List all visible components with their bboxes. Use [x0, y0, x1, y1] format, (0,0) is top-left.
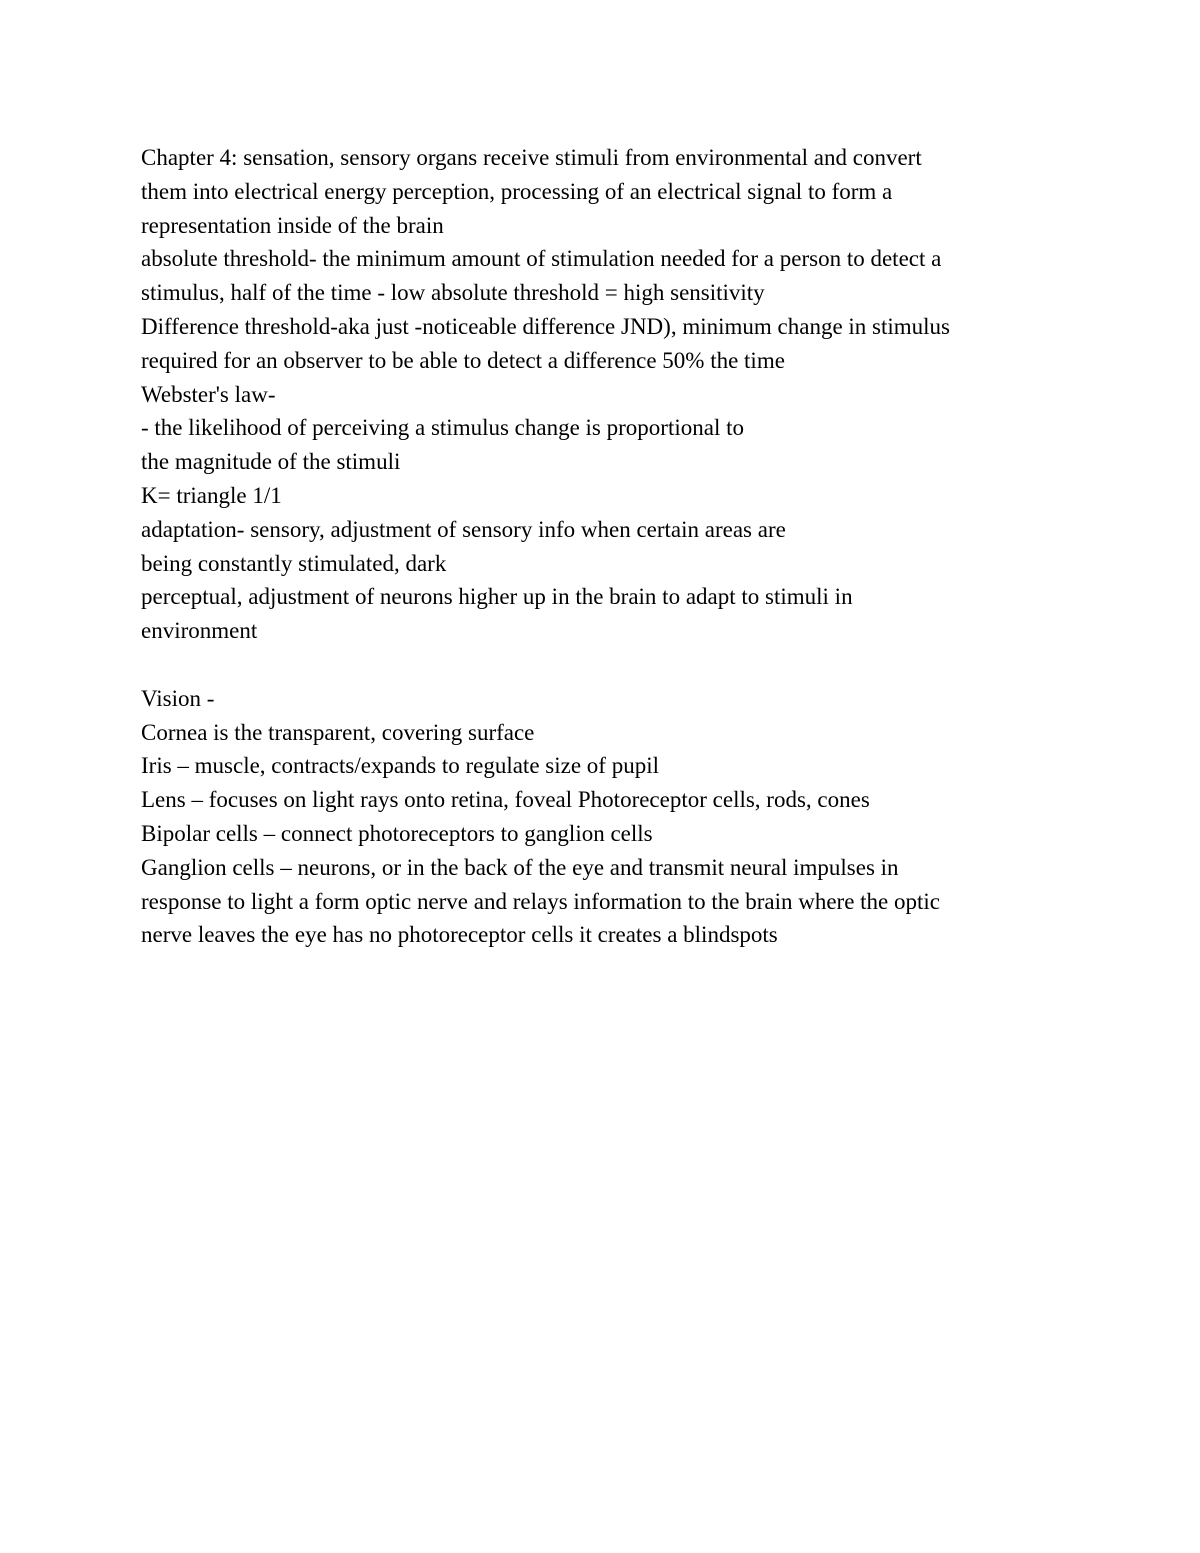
section-heading-vision: Vision - — [141, 685, 215, 711]
text-line: environment — [141, 618, 258, 644]
text-line: the magnitude of the stimuli — [141, 449, 401, 475]
document-body — [141, 141, 1061, 952]
text-line: Cornea is the transparent, covering surface — [141, 719, 535, 745]
text-line: absolute threshold- the minimum amount of stimulation needed for a person to detect a — [141, 246, 942, 272]
text-line: stimulus, half of the time - low absolute threshold = high sensitivity — [141, 280, 765, 306]
text-line: Webster's law- — [141, 381, 276, 407]
text-line: - the likelihood of perceiving a stimulus change is proportional to — [141, 415, 744, 441]
text-line: them into electrical energy perception, processing of an electrical signal to form a — [141, 178, 893, 204]
text-line: being constantly stimulated, dark — [141, 550, 447, 576]
text-line: perceptual, adjustment of neurons higher up in the brain to adapt to stimuli in — [141, 584, 853, 610]
text-line: response to light a form optic nerve and relays information to the brain where the optic — [141, 888, 941, 914]
text-line: K= triangle 1/1 — [141, 482, 282, 508]
text-line: adaptation- sensory, adjustment of sensory info when certain areas are — [141, 516, 786, 542]
text-line: Ganglion cells – neurons, or in the back of the eye and transmit neural impulses in — [141, 854, 899, 880]
blank-line — [141, 648, 1061, 682]
text-line: Difference threshold-aka just -noticeable difference JND), minimum change in stimulus — [141, 313, 951, 339]
text-line: required for an observer to be able to detect a difference 50% the time — [141, 347, 785, 373]
text-line: Lens – focuses on light rays onto retina, foveal Photoreceptor cells, rods, cones — [141, 787, 870, 813]
text-line: Iris – muscle, contracts/expands to regulate size of pupil — [141, 753, 659, 779]
text-line: representation inside of the brain — [141, 212, 444, 238]
text-line: nerve leaves the eye has no photoreceptor cells it creates a blindspots — [141, 922, 778, 948]
text-line: Chapter 4: sensation, sensory organs receive stimuli from environmental and convert — [141, 145, 922, 170]
text-line: Bipolar cells – connect photoreceptors to ganglion cells — [141, 820, 653, 846]
